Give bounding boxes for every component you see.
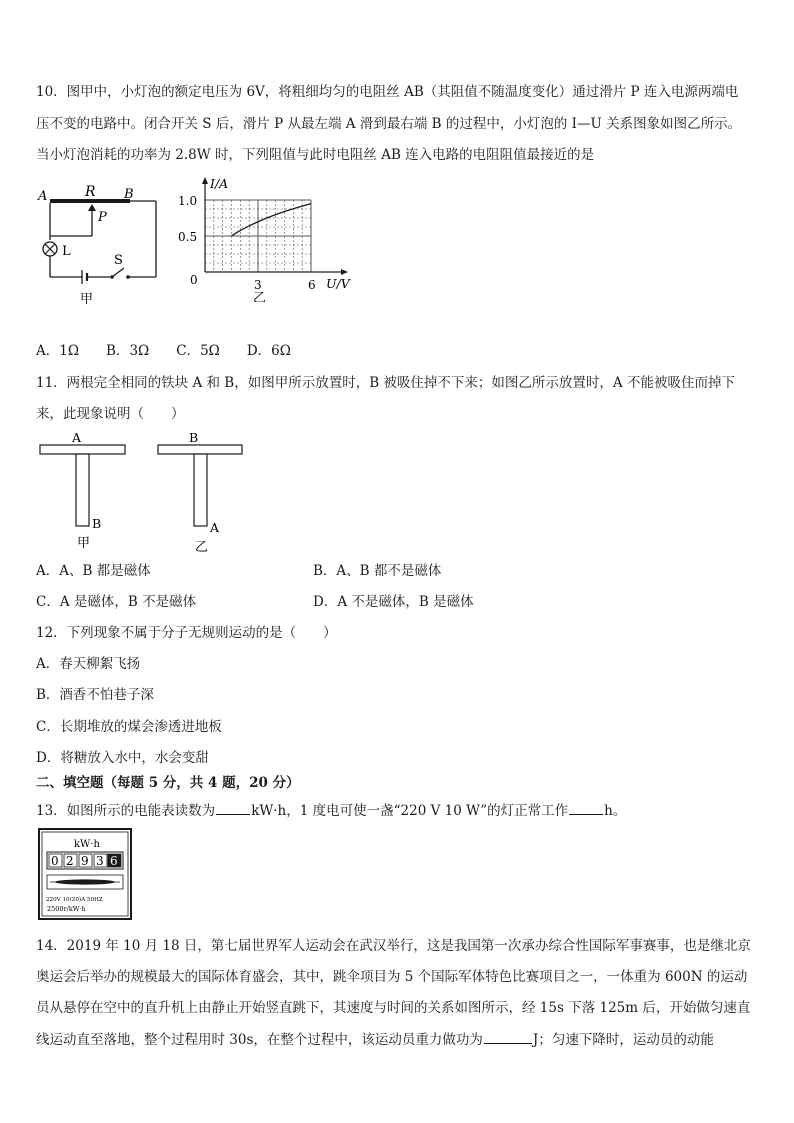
block-a-vertical [194, 454, 207, 526]
fig-right-bottom-label: A [210, 520, 220, 535]
x-tick-6: 6 [308, 278, 316, 292]
meter-digit-4: 3 [96, 854, 104, 868]
meter-digit-2: 2 [66, 854, 74, 868]
q14-line-3: 员从悬停在空中的直升机上由静止开始竖直跳下，其速度与时间的关系如图所示，经 15s 下落 125m 后，开始做匀速直 [36, 1000, 751, 1016]
y-tick-05: 0.5 [178, 230, 198, 244]
graph-grid [205, 200, 311, 272]
block-b-vertical [76, 454, 89, 526]
q14-line-4 [36, 1030, 714, 1049]
q13-part-2: kW·h，1 度电可使一盏“220 V 10 W”的灯正常工作 [251, 803, 569, 819]
q13-blank-1[interactable] [216, 801, 250, 815]
switch-symbol [112, 268, 124, 277]
meter-specs: 220V 10(20)A 50HZ [46, 897, 103, 903]
fig-left-top-label: A [72, 430, 82, 445]
y-tick-1: 1.0 [178, 194, 198, 208]
meter-digit-1: 0 [51, 854, 59, 868]
meter-constant: 2500r/kW·h [47, 905, 86, 913]
q11-line-2: 来，此现象说明（ ） [36, 406, 185, 422]
y-axis-label: I/A [210, 176, 229, 191]
q11-line-1: 11．两根完全相同的铁块 A 和 B，如图甲所示放置时，B 被吸住掉不下来；如图乙所示放置时，A 不能被吸住而掉下 [36, 375, 735, 391]
fig-right-caption: 乙 [195, 540, 209, 555]
q12-option-c: C．长期堆放的煤会渗透进地板 [36, 719, 222, 735]
iu-curve-line [232, 204, 312, 236]
q11-option-d: D．A 不是磁体，B 是磁体 [313, 594, 474, 610]
q13-part-3: h。 [604, 803, 627, 819]
q10-line-1: 10．图甲中，小灯泡的额定电压为 6V，将粗细均匀的电阻丝 AB（其阻值不随温度变化）通过滑片 P 连入电源两端电 [36, 84, 739, 100]
iron-blocks-figure [36, 430, 256, 555]
meter-unit: kW·h [74, 839, 100, 850]
block-b-horizontal [158, 445, 242, 454]
circuit-diagram [36, 176, 176, 306]
q10-options: A．1Ω B．3Ω C．5Ω D．6Ω [36, 343, 291, 359]
section-heading-fill-in: 二、填空题（每题 5 分，共 4 题，20 分） [36, 775, 300, 791]
iu-graph [176, 172, 356, 302]
q11-option-a: A．A、B 都是磁体 [36, 563, 151, 579]
meter-digits [49, 854, 121, 868]
block-a-horizontal [40, 445, 125, 454]
fig-left-caption: 甲 [77, 536, 91, 551]
q12-option-d: D．将糖放入水中，水会变甜 [36, 750, 209, 766]
q11-option-c: C．A 是磁体，B 不是磁体 [36, 594, 197, 610]
circuit-label-s: S [114, 253, 123, 268]
q13-part-1: 13．如图所示的电能表读数为 [36, 803, 216, 819]
q14-line-4a: 线运动直至落地，整个过程用时 30s，在整个过程中，该运动员重力做功为 [36, 1032, 483, 1048]
q10-line-3: 当小灯泡消耗的功率为 2.8W 时，下列阻值与此时电阻丝 AB 连入电路的电阻阻值最接近的是 [36, 147, 595, 163]
graph-caption: 乙 [253, 291, 267, 302]
q14-line-2: 奥运会后举办的规模最大的国际体育盛会，其中，跳伞项目为 5 个国际军体特色比赛项目之一，一体重为 600N 的运动 [36, 969, 748, 985]
electricity-meter [38, 828, 132, 920]
q14-line-4b: J；匀速下降时，运动员的动能 [532, 1032, 714, 1048]
q12-option-b: B．酒香不怕巷子深 [36, 687, 154, 703]
meter-digit-3: 9 [81, 854, 89, 868]
fig-right-top-label: B [189, 430, 199, 445]
circuit-label-l: L [62, 244, 71, 259]
q13-blank-2[interactable] [569, 801, 603, 815]
circuit-caption: 甲 [80, 292, 94, 306]
x-axis-label: U/V [326, 276, 350, 291]
meter-digit-5: 6 [110, 854, 118, 868]
circuit-label-p: P [98, 210, 107, 225]
q12-option-a: A．春天柳絮飞扬 [36, 656, 141, 672]
q10-line-2: 压不变的电路中。闭合开关 S 后，滑片 P 从最左端 A 滑到最右端 B 的过程中，小灯泡的 I—U 关系图象如图乙所示。 [36, 116, 742, 132]
q14-blank-1[interactable] [484, 1030, 532, 1044]
circuit-label-b: B [124, 187, 134, 202]
circuit-label-r: R [85, 184, 96, 200]
q13-line [36, 801, 626, 820]
q11-option-b: B．A、B 都不是磁体 [313, 563, 442, 579]
origin-label: 0 [190, 273, 198, 287]
q14-line-1: 14．2019 年 10 月 18 日，第七届世界军人运动会在武汉举行，这是我国第一次承办综合性国际军事赛事，也是继北京 [36, 938, 751, 954]
q12-line-1: 12．下列现象不属于分子无规则运动的是（ ） [36, 625, 337, 641]
circuit-label-a: A [38, 189, 48, 204]
x-tick-3: 3 [254, 278, 262, 292]
fig-left-bottom-label: B [92, 516, 102, 531]
